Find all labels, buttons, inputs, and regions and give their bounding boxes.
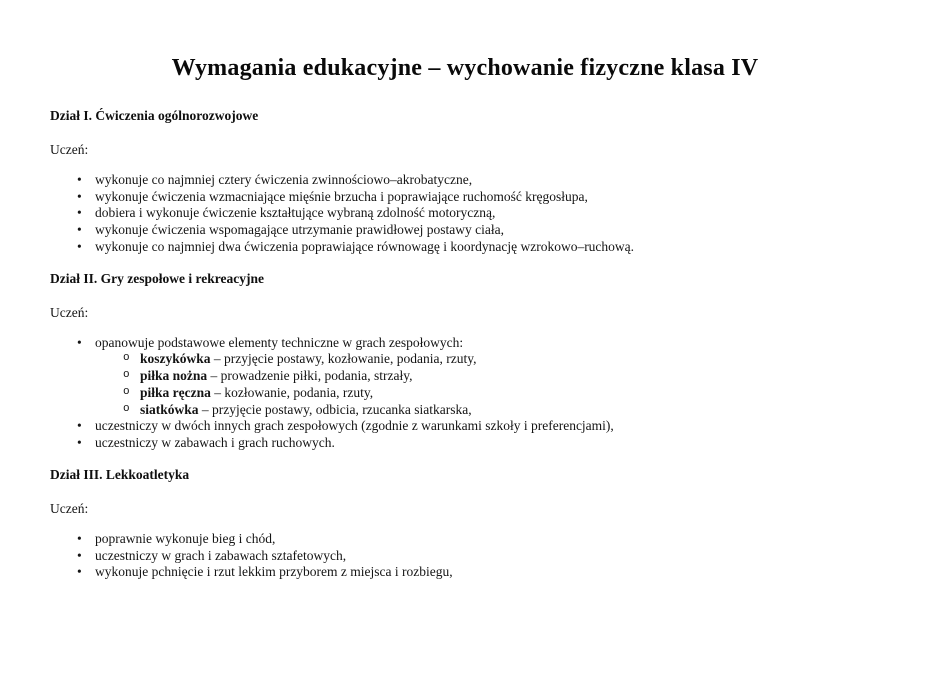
- sub-bullet-term: piłka ręczna: [140, 384, 211, 400]
- bullet-text: opanowuje podstawowe elementy techniczne w grach zespołowych:: [95, 334, 464, 350]
- document-title: Wymagania edukacyjne – wychowanie fizyczne klasa IV: [171, 55, 759, 81]
- document-section: [50, 466, 880, 581]
- sub-bullet-text: – przyjęcie postawy, odbicia, rzucanka siatkarska,: [198, 401, 472, 417]
- section-intro: Uczeń:: [50, 141, 89, 157]
- bullet-text: wykonuje ćwiczenia wzmacniające mięśnie brzucha i poprawiające ruchomość kręgosłupa,: [95, 188, 588, 204]
- bullet-item: [75, 435, 880, 452]
- bullet-text: dobiera i wykonuje ćwiczenie kształtujące wybraną zdolność motoryczną,: [95, 205, 496, 221]
- sub-bullet-item: [122, 351, 880, 368]
- bullet-text: uczestniczy w zabawach i grach ruchowych.: [95, 435, 335, 451]
- sub-bullet-text: – przyjęcie postawy, kozłowanie, podania, rzuty,: [210, 351, 477, 367]
- bullet-item: [75, 531, 880, 548]
- bullet-item: [75, 239, 880, 256]
- section-intro: Uczeń:: [50, 304, 89, 320]
- sub-bullet-item: [122, 402, 880, 419]
- sub-bullet-term: piłka nożna: [140, 368, 208, 384]
- bullet-text: wykonuje co najmniej dwa ćwiczenia poprawiające równowagę i koordynację wzrokowo–ruchową.: [95, 238, 635, 254]
- sections-container: [50, 107, 880, 581]
- sub-bullet-term: siatkówka: [140, 401, 199, 417]
- bullet-text: wykonuje ćwiczenia wspomagające utrzymanie prawidłowej postawy ciała,: [95, 222, 504, 238]
- sub-bullet-text: – prowadzenie piłki, podania, strzały,: [207, 368, 413, 384]
- section-intro: Uczeń:: [50, 500, 89, 516]
- sub-bullet-list: [122, 351, 880, 418]
- document-page: [0, 54, 930, 695]
- bullet-text: poprawnie wykonuje bieg i chód,: [95, 530, 276, 546]
- bullet-text: uczestniczy w grach i zabawach sztafetowych,: [95, 547, 347, 563]
- section-heading: Dział I. Ćwiczenia ogólnorozwojowe: [50, 107, 259, 123]
- document-section: [50, 270, 880, 452]
- sub-bullet-item: [122, 385, 880, 402]
- bullet-text: uczestniczy w dwóch innych grach zespołowych (zgodnie z warunkami szkoły i preferencjami),: [95, 418, 614, 434]
- sub-bullet-term: koszykówka: [140, 351, 211, 367]
- bullet-item: [75, 205, 880, 222]
- section-heading: Dział II. Gry zespołowe i rekreacyjne: [50, 270, 264, 286]
- sub-bullet-item: [122, 368, 880, 385]
- bullet-item: [75, 172, 880, 189]
- bullet-item: [75, 189, 880, 206]
- bullet-item: [75, 418, 880, 435]
- bullet-item: [75, 335, 880, 419]
- bullet-item: [75, 222, 880, 239]
- document-section: [50, 107, 880, 256]
- section-heading: Dział III. Lekkoatletyka: [50, 466, 190, 482]
- bullet-item: [75, 548, 880, 565]
- bullet-text: wykonuje pchnięcie i rzut lekkim przyborem z miejsca i rozbiegu,: [95, 564, 453, 580]
- sub-bullet-text: – kozłowanie, podania, rzuty,: [210, 384, 374, 400]
- bullet-item: [75, 564, 880, 581]
- bullet-list: [75, 335, 880, 452]
- bullet-text: wykonuje co najmniej cztery ćwiczenia zwinnościowo–akrobatyczne,: [95, 171, 473, 187]
- bullet-list: [75, 531, 880, 581]
- bullet-list: [75, 172, 880, 256]
